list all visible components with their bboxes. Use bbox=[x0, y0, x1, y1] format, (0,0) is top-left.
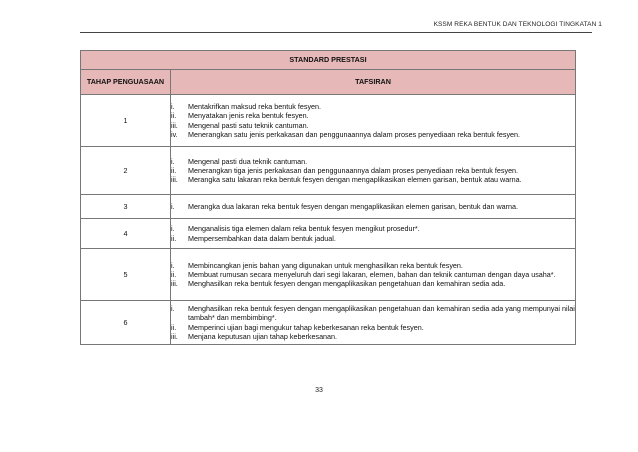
description-cell bbox=[171, 301, 576, 345]
running-header: KSSM REKA BENTUK DAN TEKNOLOGI TINGKATAN 1 bbox=[433, 21, 602, 28]
level-cell: 5 bbox=[81, 249, 171, 301]
table-row bbox=[81, 95, 576, 147]
column-header-desc: TAFSIRAN bbox=[171, 70, 576, 95]
description-cell bbox=[171, 195, 576, 219]
list-item bbox=[171, 234, 575, 243]
item-text: Membincangkan jenis bahan yang digunakan untuk menghasilkan reka bentuk fesyen. bbox=[188, 260, 463, 270]
list-item bbox=[171, 166, 575, 175]
description-cell bbox=[171, 147, 576, 195]
item-text: Mempersembahkan data dalam bentuk jadual. bbox=[188, 233, 336, 243]
item-text: Merangka satu lakaran reka bentuk fesyen dengan mengaplikasikan elemen garisan, bentuk atau warna. bbox=[188, 175, 522, 185]
item-text: Menganalisis tiga elemen dalam reka bentuk fesyen mengikut prosedur*. bbox=[188, 224, 420, 234]
item-number: i. bbox=[171, 304, 175, 314]
column-header-level: TAHAP PENGUASAAN bbox=[81, 70, 171, 95]
item-text: Membuat rumusan secara menyeluruh dari segi lakaran, elemen, bahan dan teknik cantuman dengan daya usaha*. bbox=[188, 269, 556, 279]
item-text: Menyatakan jenis reka bentuk fesyen. bbox=[188, 111, 309, 121]
list-item bbox=[171, 270, 575, 279]
item-number: ii. bbox=[171, 269, 177, 279]
table-row bbox=[81, 219, 576, 249]
level-cell: 4 bbox=[81, 219, 171, 249]
list-item bbox=[171, 111, 575, 120]
description-cell bbox=[171, 219, 576, 249]
item-number: i. bbox=[171, 102, 175, 112]
description-cell bbox=[171, 249, 576, 301]
table-row bbox=[81, 249, 576, 301]
item-number: iii. bbox=[171, 175, 178, 185]
item-number: ii. bbox=[171, 233, 177, 243]
table-title: STANDARD PRESTASI bbox=[81, 51, 576, 70]
item-number: i. bbox=[171, 224, 175, 234]
item-text: Mentakrifkan maksud reka bentuk fesyen. bbox=[188, 102, 322, 112]
item-text: Merangka dua lakaran reka bentuk fesyen dengan mengaplikasikan elemen garisan, bentuk dan warna. bbox=[188, 201, 519, 211]
list-item bbox=[171, 130, 575, 139]
item-number: i. bbox=[171, 201, 175, 211]
item-number: iii. bbox=[171, 120, 178, 130]
item-text: Mengenal pasti satu teknik cantuman. bbox=[188, 120, 309, 130]
item-text: Mengenal pasti dua teknik cantuman. bbox=[188, 156, 308, 166]
list-item bbox=[171, 202, 575, 211]
list-item bbox=[171, 175, 575, 184]
list-item bbox=[171, 304, 575, 322]
description-cell bbox=[171, 95, 576, 147]
list-item bbox=[171, 279, 575, 288]
item-text: Memperinci ujian bagi mengukur tahap keberkesanan reka bentuk fesyen. bbox=[188, 322, 424, 332]
level-cell: 1 bbox=[81, 95, 171, 147]
item-number: i. bbox=[171, 156, 175, 166]
list-item bbox=[171, 261, 575, 270]
item-text: Menerangkan satu jenis perkakasan dan penggunaannya dalam proses penyediaan reka bentuk fesyen. bbox=[188, 129, 521, 139]
item-number: i. bbox=[171, 260, 175, 270]
item-text: Menghasilkan reka bentuk fesyen dengan mengaplikasikan pengetahuan dan kemahiran sedia ada yang mempunyai nilai tambah* dan membimbing*. bbox=[188, 304, 575, 323]
item-number: iii. bbox=[171, 279, 178, 289]
item-number: ii. bbox=[171, 322, 177, 332]
item-number: ii. bbox=[171, 111, 177, 121]
level-cell: 6 bbox=[81, 301, 171, 345]
list-item bbox=[171, 157, 575, 166]
list-item bbox=[171, 323, 575, 332]
item-number: iv. bbox=[171, 129, 178, 139]
list-item bbox=[171, 332, 575, 341]
item-text: Menghasilkan reka bentuk fesyen dengan mengaplikasikan pengetahuan dan kemahiran sedia ada. bbox=[188, 279, 506, 289]
item-number: ii. bbox=[171, 165, 177, 175]
item-text: Menerangkan tiga jenis perkakasan dan penggunaannya dalam proses penyediaan reka bentuk fesyen. bbox=[188, 165, 519, 175]
standard-prestasi-table bbox=[80, 50, 576, 345]
header-rule bbox=[80, 32, 592, 33]
list-item bbox=[171, 102, 575, 111]
level-cell: 3 bbox=[81, 195, 171, 219]
list-item bbox=[171, 121, 575, 130]
list-item bbox=[171, 224, 575, 233]
page-number: 33 bbox=[315, 387, 323, 394]
item-number: iii. bbox=[171, 331, 178, 341]
table-row bbox=[81, 147, 576, 195]
item-text: Menjana keputusan ujian tahap keberkesanan. bbox=[188, 331, 338, 341]
table-row bbox=[81, 195, 576, 219]
level-cell: 2 bbox=[81, 147, 171, 195]
table-row bbox=[81, 301, 576, 345]
